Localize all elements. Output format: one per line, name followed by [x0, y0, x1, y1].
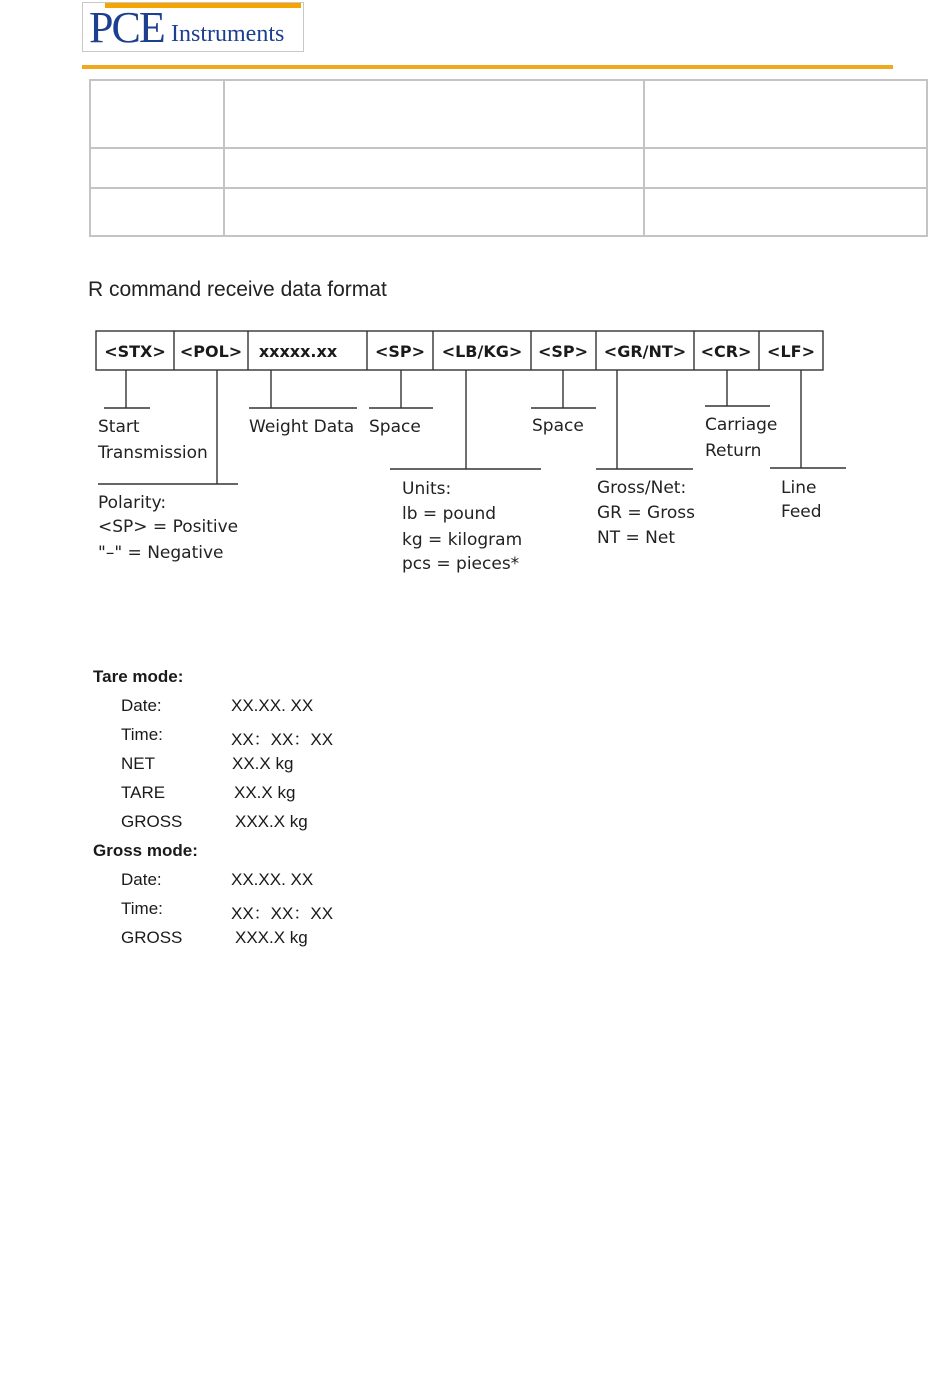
logo-brand-primary: PCE: [89, 3, 164, 52]
field-unit: <LB/KG>: [441, 342, 523, 361]
annotation-carriage: Return: [705, 441, 762, 461]
gross-date-label: Date:: [121, 870, 162, 889]
tare-date-label: Date:: [121, 696, 162, 715]
field-stx: <STX>: [104, 342, 166, 361]
annotation-carriage: Carriage: [705, 415, 778, 435]
gross-mode-title: Gross mode:: [93, 841, 198, 860]
tare-gross-value: XXX.X kg: [235, 812, 308, 831]
tare-time-label: Time:: [121, 725, 163, 744]
tare-tare-label: TARE: [121, 783, 166, 802]
annotation-polarity: "–" = Negative: [98, 543, 224, 563]
tare-net-value: XX.X kg: [232, 754, 294, 773]
field-weight: xxxxx.xx: [258, 342, 338, 361]
tare-net-label: NET: [121, 754, 155, 773]
gross-gross-label: GROSS: [121, 928, 183, 947]
section-heading: R command receive data format: [88, 278, 387, 301]
annotation-weight: Weight Data: [249, 417, 355, 437]
gross-gross-value: XXX.X kg: [235, 928, 308, 947]
annotation-grossnet: GR = Gross: [597, 503, 695, 523]
annotation-units: Units:: [402, 479, 452, 499]
annotation-polarity: Polarity:: [98, 493, 167, 513]
annotation-units: kg = kilogram: [402, 530, 523, 550]
field-grnt: <GR/NT>: [603, 342, 687, 361]
field-sp: <SP>: [374, 342, 426, 361]
annotation-units: lb = pound: [402, 504, 497, 524]
annotation-grossnet: NT = Net: [597, 528, 675, 548]
tare-date-value: XX.XX. XX: [231, 696, 314, 715]
tare-gross-label: GROSS: [121, 812, 183, 831]
annotation-space: Space: [532, 416, 584, 436]
logo-brand-secondary: Instruments: [171, 21, 285, 47]
field-pol: <POL>: [179, 342, 243, 361]
annotation-start: Start: [98, 417, 140, 437]
gross-time-value: XX：XX：XX: [231, 904, 334, 923]
tare-tare-value: XX.X kg: [234, 783, 296, 802]
annotation-start: Transmission: [98, 443, 208, 463]
field-sp: <SP>: [537, 342, 589, 361]
field-lf: <LF>: [767, 342, 815, 361]
annotation-lf: Line: [781, 478, 817, 498]
annotation-polarity: <SP> = Positive: [98, 517, 239, 537]
gross-date-value: XX.XX. XX: [231, 870, 314, 889]
field-cr: <CR>: [700, 342, 752, 361]
data-format-diagram: [0, 0, 950, 620]
tare-time-value: XX：XX：XX: [231, 730, 334, 749]
gross-time-label: Time:: [121, 899, 163, 918]
annotation-units: pcs = pieces*: [402, 554, 520, 574]
annotation-grossnet: Gross/Net:: [597, 478, 687, 498]
annotation-space: Space: [369, 417, 421, 437]
annotation-lf: Feed: [781, 502, 822, 522]
tare-mode-title: Tare mode:: [93, 667, 184, 686]
